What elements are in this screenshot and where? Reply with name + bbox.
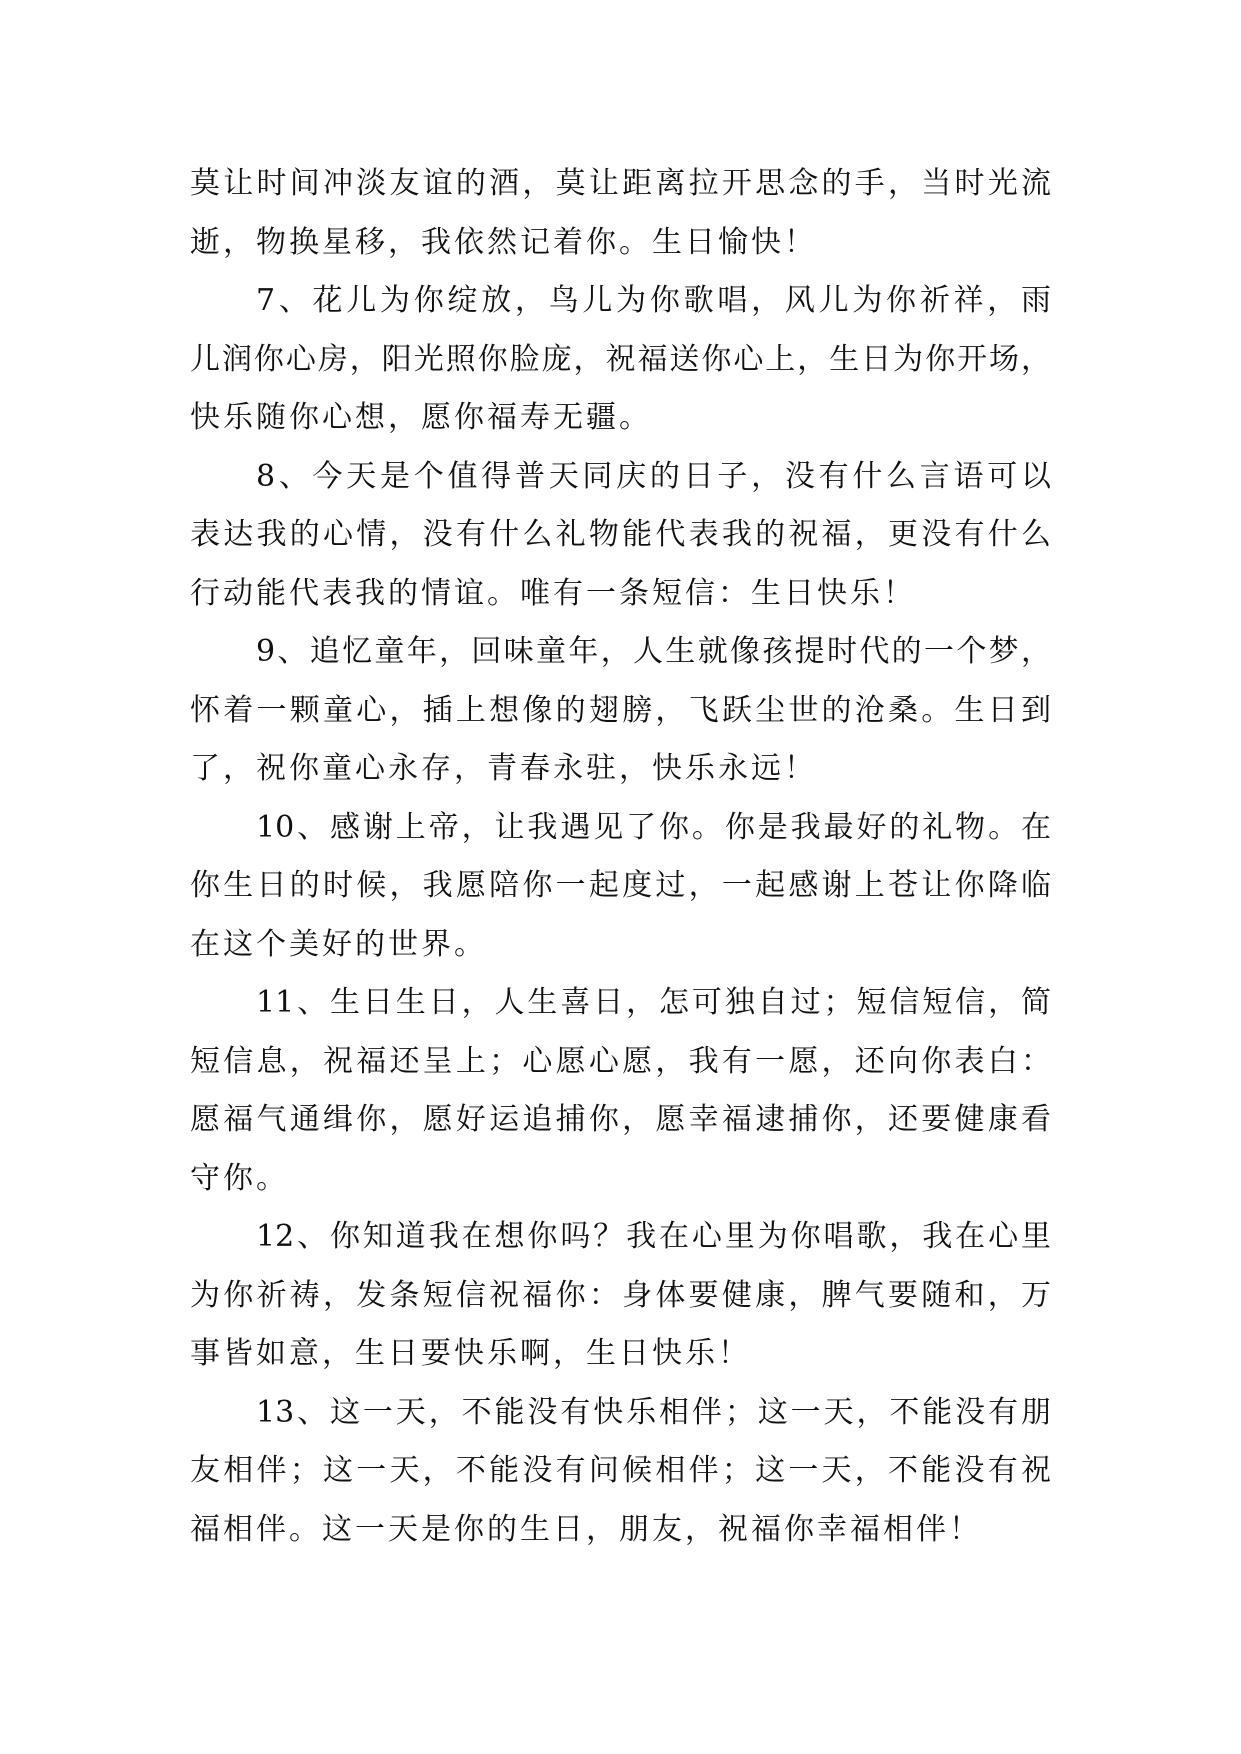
paragraph-line: 在这个美好的世界。: [190, 926, 487, 962]
paragraph-line: 10、感谢上帝，让我遇见了你。你是我最好的礼物。在: [256, 809, 1051, 845]
paragraph-line: 事皆如意，生日要快乐啊，生日快乐！: [190, 1336, 751, 1371]
paragraph-line: 守你。: [190, 1160, 289, 1196]
paragraph-line: 行动能代表我的情谊。唯有一条短信：生日快乐！: [190, 575, 916, 611]
paragraph-line: 福相伴。这一天是你的生日，朋友，祝福你幸福相伴！: [190, 1511, 982, 1547]
wish-paragraph-7: [190, 272, 1051, 448]
paragraph-line: 11、生日生日，人生喜日，怎可独自过；短信短信，简: [256, 985, 1051, 1020]
paragraph-line: 为你祈祷，发条短信祝福你：身体要健康，脾气要随和，万: [190, 1277, 1051, 1313]
document-body: [190, 155, 1051, 1559]
paragraph-line: 你生日的时候，我愿陪你一起度过，一起感谢上苍让你降临: [190, 868, 1051, 903]
paragraph-line: 短信息，祝福还呈上；心愿心愿，我有一愿，还向你表白：: [190, 1043, 1051, 1079]
paragraph-line: 友相伴；这一天，不能没有问候相伴；这一天，不能没有祝: [190, 1453, 1051, 1488]
paragraph-line: 13、这一天，不能没有快乐相伴；这一天，不能没有朋: [256, 1394, 1051, 1430]
paragraph-line: 愿福气通缉你，愿好运追捕你，愿幸福逮捕你，还要健康看: [190, 1102, 1051, 1137]
paragraph-line: 快乐随你心想，愿你福寿无疆。: [190, 400, 652, 435]
paragraph-line: 8、今天是个值得普天同庆的日子，没有什么言语可以: [256, 458, 1051, 494]
paragraph-line: 7、花儿为你绽放，鸟儿为你歌唱，风儿为你祈祥，雨: [256, 283, 1051, 318]
paragraph-line: 逝，物换星移，我依然记着你。生日愉快！: [190, 224, 817, 260]
wish-paragraph-10: [190, 799, 1051, 975]
wish-paragraph-9: [190, 623, 1051, 799]
wish-paragraph-13: [190, 1384, 1051, 1560]
paragraph-line: 12、你知道我在想你吗？我在心里为你唱歌，我在心里: [256, 1219, 1051, 1254]
continued-paragraph: [190, 155, 1051, 272]
wish-paragraph-8: [190, 448, 1051, 624]
paragraph-line: 莫让时间冲淡友谊的酒，莫让距离拉开思念的手，当时光流: [190, 166, 1051, 201]
wish-paragraph-11: [190, 974, 1051, 1208]
paragraph-line: 了，祝你童心永存，青春永驻，快乐永远！: [190, 751, 817, 786]
paragraph-line: 儿润你心房，阳光照你脸庞，祝福送你心上，生日为你开场，: [190, 341, 1051, 377]
paragraph-line: 9、追忆童年，回味童年，人生就像孩提时代的一个梦，: [256, 634, 1051, 669]
paragraph-line: 怀着一颗童心，插上想像的翅膀，飞跃尘世的沧桑。生日到: [190, 692, 1051, 728]
wish-paragraph-12: [190, 1208, 1051, 1384]
paragraph-line: 表达我的心情，没有什么礼物能代表我的祝福，更没有什么: [190, 517, 1051, 552]
